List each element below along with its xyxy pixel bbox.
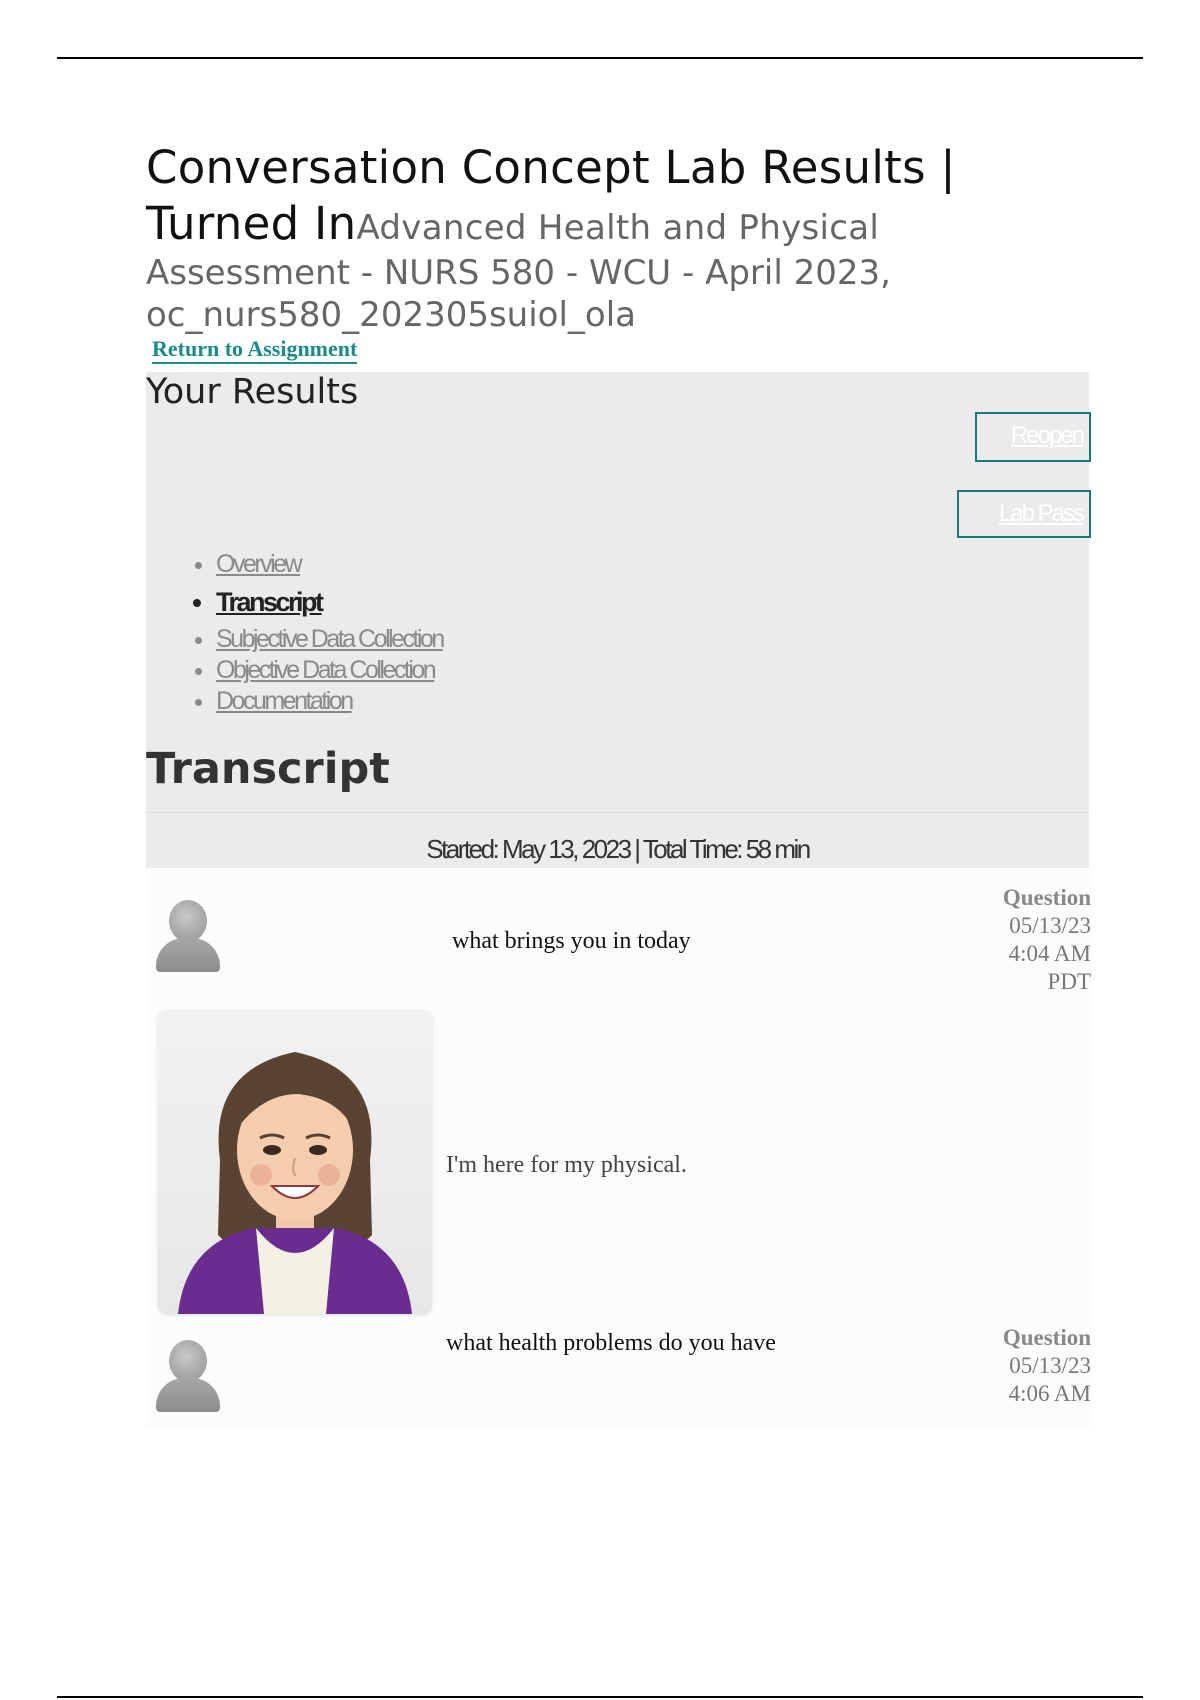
lab-pass-button[interactable]: Lab Pass [957,490,1091,538]
message-type-label: Question [1002,885,1091,910]
message-meta [1003,884,1091,996]
course-name-line1: Advanced Health and Physical [356,208,880,248]
message-time: 4:06 AM [1008,1381,1091,1406]
course-code: oc_nurs580_202305suiol_ola [146,295,637,335]
page-title-text: Conversation Concept Lab Results | Turned In [146,141,956,250]
tab-objective-link[interactable]: Objective Data Collection [216,656,435,684]
user-body [156,938,220,972]
tab-documentation [216,686,443,717]
tab-overview-link[interactable]: Overview [216,550,301,578]
user-body [156,1378,220,1412]
tab-objective-data-collection [216,655,443,686]
patient-avatar [158,1010,432,1314]
patient-response-text: I'm here for my physical. [446,1152,687,1178]
message-time: 4:04 AM [1008,941,1091,966]
user-head [169,900,207,942]
user-silhouette-icon [152,892,224,976]
results-heading: Your Results [146,372,359,412]
results-tabs [186,548,443,717]
results-panel [146,372,1089,868]
bottom-rule [57,1696,1143,1698]
student-question-text: what brings you in today [452,928,691,954]
section-divider [146,812,1089,813]
page-title [146,140,1091,252]
tab-transcript-link[interactable]: Transcript [216,587,322,617]
user-head [169,1340,207,1382]
message-date: 05/13/23 [1009,1353,1091,1378]
tab-overview [216,548,443,580]
message-timezone: PDT [1047,969,1091,994]
patient-avatar-illustration [158,1010,432,1314]
return-to-assignment-link[interactable]: Return to Assignment [152,336,357,364]
course-name-line2: Assessment - NURS 580 - WCU - April 2023, [146,253,891,293]
page-header [146,140,1091,364]
top-rule [57,57,1143,59]
transcript-title: Transcript [146,744,390,794]
tab-subjective-link[interactable]: Subjective Data Collection [216,625,443,653]
student-question-text: what health problems do you have [446,1330,776,1356]
tab-documentation-link[interactable]: Documentation [216,687,352,715]
transcript-messages [146,868,1091,1428]
tab-transcript [216,580,443,624]
user-silhouette-icon [152,1332,224,1416]
message-type-label: Question [1002,1325,1091,1350]
reopen-button[interactable]: Reopen [975,412,1091,462]
tab-subjective-data-collection [216,624,443,655]
message-meta [1003,1324,1091,1408]
message-date: 05/13/23 [1009,913,1091,938]
session-summary: Started: May 13, 2023 | Total Time: 58 min [426,834,809,864]
